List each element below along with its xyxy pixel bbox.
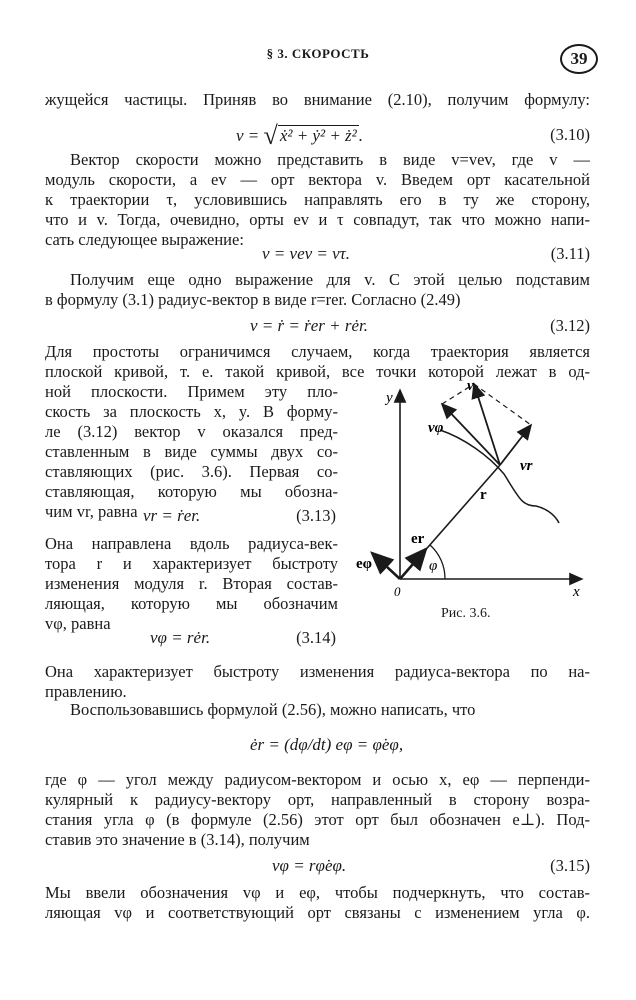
vr-label: vr <box>520 458 533 474</box>
equation-number: (3.15) <box>550 856 590 875</box>
v-label: v <box>467 378 474 394</box>
equation-number: (3.12) <box>550 316 590 335</box>
ephi-vector <box>372 553 400 579</box>
text-line: скость за плоскость x, y. В форму- <box>45 402 338 421</box>
text-line: ставляющая, которую мы обозна- <box>45 482 338 501</box>
text-line: кулярный к радиусу-вектору орт, направленный в сторону возра- <box>45 790 590 809</box>
figure-caption: Рис. 3.6. <box>441 606 491 621</box>
text-line: ставив это значение в (3.14), получим <box>45 830 310 849</box>
text-line: к траектории τ, условившись направлять его в ту же сторону, <box>45 190 590 209</box>
text-line: в формулу (3.1) радиус-вектор в виде r=rer. Согласно (2.49) <box>45 290 461 309</box>
dashed-line <box>474 384 531 425</box>
text-line: ставляющих (рис. 3.6). Первая со- <box>45 462 338 481</box>
equation-3-12: v = ṙ = ṙer + rėr. <box>250 316 368 335</box>
equation-3-15: vφ = rφ̇eφ. <box>272 856 347 875</box>
text-line: плоской кривой, т. е. такой кривой, все точки которой лежат в од- <box>45 362 590 381</box>
equation-3-10 <box>236 118 363 148</box>
text-line: Мы ввели обозначения vφ и eφ, чтобы подчеркнуть, что состав- <box>45 883 590 902</box>
y-label: y <box>386 390 393 406</box>
figure-3-6 <box>344 378 594 628</box>
text-line: Получим еще одно выражение для v. С этой целью подставим <box>70 270 590 289</box>
trajectory-curve <box>440 430 559 523</box>
equation-number: (3.10) <box>550 125 590 144</box>
text-line: ле (3.12) вектор v оказался пред- <box>45 422 338 441</box>
sqrt-sign: √ <box>263 121 278 150</box>
text-line: тора r и характеризует быстроту <box>45 554 338 573</box>
text-line: ляющая, которую мы обозначим <box>45 594 338 613</box>
equation-number: (3.14) <box>296 628 336 647</box>
page-number: 39 <box>560 44 598 74</box>
text-line: изменения модуля r. Вторая состав- <box>45 574 338 593</box>
phi-label: φ <box>429 558 438 574</box>
section-header: § 3. СКОРОСТЬ <box>266 46 370 61</box>
equation-3-14: vφ = rėr. <box>150 628 211 647</box>
equation-lhs: v = <box>236 126 260 145</box>
text-line: правлению. <box>45 682 127 701</box>
text-line: Она направлена вдоль радиуса-век- <box>45 534 338 553</box>
equation-3-13: vr = ṙer. <box>143 506 201 525</box>
text-line: стания угла φ (в формуле (2.56) этот орт был обозначен e⊥). Под- <box>45 810 590 829</box>
equation-number: (3.11) <box>550 244 590 263</box>
text-line: сать следующее выражение: <box>45 230 244 249</box>
text-line: где φ — угол между радиусом-вектором и осью x, eφ — перпенди- <box>45 770 590 789</box>
equation-radicand: ẋ² + ẏ² + ż² <box>279 126 357 145</box>
text-line: vφ, равна <box>45 614 111 633</box>
text-line: ставленным в виде суммы двух со- <box>45 442 338 461</box>
equation-period: . <box>358 126 364 145</box>
text-line: ляющая vφ и соответствующий орт связаны с изменением угла φ. <box>45 903 590 922</box>
v-vector <box>474 384 500 465</box>
origin-label: 0 <box>394 584 401 599</box>
text-line: жущейся частицы. Приняв во внимание (2.10), получим формулу: <box>45 90 590 109</box>
er-vector <box>400 549 426 579</box>
equation-number: (3.13) <box>296 506 336 525</box>
text-line: что и v. Тогда, очевидно, орты ev и τ совпадут, так что можно напи- <box>45 210 590 229</box>
text-line: ной плоскости. Примем эту пло- <box>45 382 338 401</box>
text-line: Она характеризует быстроту изменения радиуса-вектора по на- <box>45 662 590 681</box>
text-line: Воспользовавшись формулой (2.56), можно написать, что <box>70 700 476 719</box>
ephi-label: eφ <box>356 556 373 572</box>
text-line: Вектор скорости можно представить в виде v=vev, где v — <box>70 150 590 169</box>
er-label: er <box>411 531 425 547</box>
r-label: r <box>480 487 487 503</box>
equation-3-11: v = vev = vτ. <box>262 244 351 263</box>
equation-er-derivative: ėr = (dφ/dt) eφ = φ̇eφ, <box>250 735 404 754</box>
text-line: Для простоты ограничимся случаем, когда траектория является <box>45 342 590 361</box>
x-label: x <box>573 584 580 600</box>
text-line: модуль скорости, а ev — орт вектора v. Введем орт касательной <box>45 170 590 189</box>
vphi-label: vφ <box>428 420 444 436</box>
text-line: чим vr, равна <box>45 502 138 521</box>
